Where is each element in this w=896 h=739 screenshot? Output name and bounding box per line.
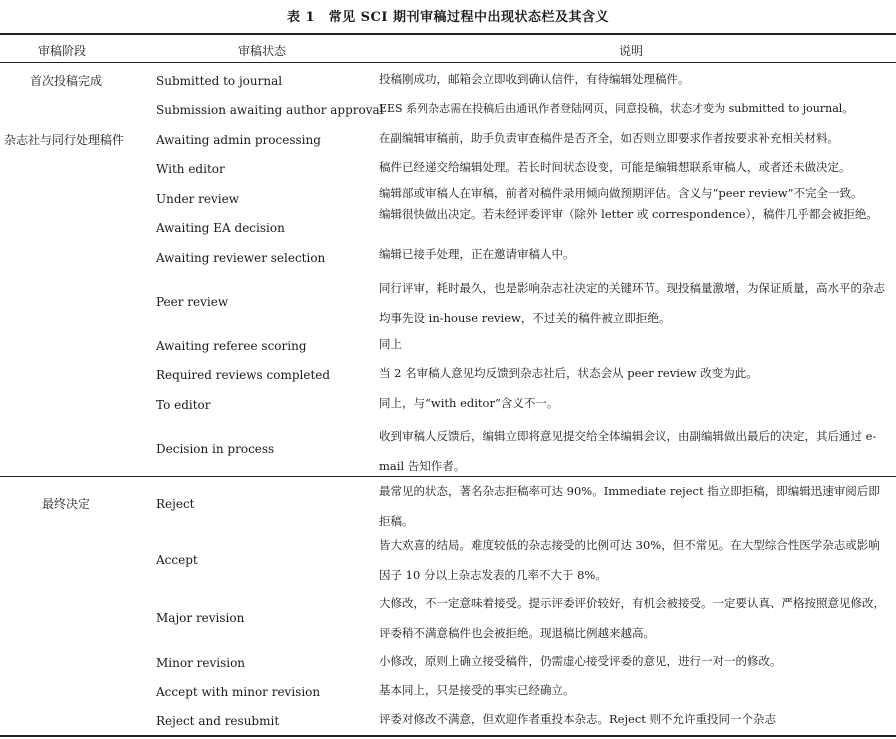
status-cell: Peer review — [156, 295, 229, 309]
desc-cell: 同上 — [379, 337, 402, 351]
status-cell: Awaiting EA decision — [156, 221, 285, 235]
status-cell: Submission awaiting author approval — [156, 103, 384, 117]
desc-cell: 最常见的状态，著名杂志拒稿率可达 90%。Immediate reject 指立即拒稿，即编辑迅速审阅后即拒稿。 — [379, 484, 880, 528]
desc-cell: 小修改，原则上确立接受稿件，仍需虚心接受评委的意见，进行一对一的修改。 — [379, 654, 782, 668]
desc-cell: 当 2 名审稿人意见均反馈到杂志社后，状态会从 peer review 改变为此。 — [379, 366, 758, 380]
desc-cell: 大修改，不一定意味着接受。提示评委评价较好，有机会被接受。一定要认真、严格按照意见修改，评委稍不满意稿件也会被拒绝。现退稿比例越来越高。 — [379, 596, 885, 640]
stage-first-submission: 首次投稿完成 — [30, 74, 103, 88]
desc-cell: 编辑很快做出决定。若未经评委评审（除外 letter 或 correspondence），稿件几乎都会被拒绝。 — [379, 207, 878, 221]
desc-cell: 在副编辑审稿前，助手负责审查稿件是否齐全，如否则立即要求作者按要求补充相关材料。 — [379, 131, 839, 145]
desc-cell: 评委对修改不满意，但欢迎作者重投本杂志。Reject 则不允许重投同一个杂志 — [379, 712, 777, 726]
desc-cell: 同上，与“with editor”含义不一。 — [379, 396, 559, 410]
desc-cell: 基本同上，只是接受的事实已经确立。 — [379, 683, 575, 697]
status-cell: Awaiting admin processing — [156, 133, 321, 147]
status-cell: Major revision — [156, 611, 245, 625]
table-caption: 表 1 常见 SCI 期刊审稿过程中出现状态栏及其含义 — [287, 10, 609, 25]
desc-cell: 编辑部或审稿人在审稿，前者对稿件录用倾向做预期评估。含义与“peer review”不完全一致。 — [379, 186, 863, 200]
status-cell: Accept — [156, 553, 198, 567]
header-desc: 说明 — [619, 44, 644, 58]
header-rule — [0, 62, 896, 63]
desc-cell: 稿件已经递交给编辑处理。若长时间状态设变，可能是编辑想联系审稿人，或者还未做决定。 — [379, 160, 851, 174]
status-cell: To editor — [156, 398, 211, 412]
status-cell: With editor — [156, 162, 225, 176]
status-cell: Awaiting referee scoring — [156, 339, 307, 353]
desc-cell: 皆大欢喜的结局。难度较低的杂志接受的比例可达 30%，但不常见。在大型综合性医学杂志或影响因子 10 分以上杂志发表的几率不大于 8%。 — [379, 538, 880, 582]
status-cell: Decision in process — [156, 442, 275, 456]
status-cell: Reject — [156, 497, 195, 511]
header-status: 审稿状态 — [238, 44, 287, 58]
stage-final-decision: 最终决定 — [42, 497, 91, 511]
status-cell: Minor revision — [156, 656, 246, 670]
status-cell: Reject and resubmit — [156, 714, 280, 728]
status-cell: Under review — [156, 192, 240, 206]
stage-journal-processing: 杂志社与同行处理稿件 — [4, 133, 125, 147]
top-rule — [0, 33, 896, 35]
status-cell: Awaiting reviewer selection — [156, 251, 326, 265]
bottom-rule — [0, 735, 896, 737]
status-cell: Required reviews completed — [156, 368, 331, 382]
desc-cell: EES 系列杂志需在投稿后由通讯作者登陆网页，同意投稿，状态才变为 submitted to journal。 — [379, 102, 854, 115]
header-stage: 审稿阶段 — [38, 44, 87, 58]
desc-cell: 编辑已接手处理，正在邀请审稿人中。 — [379, 247, 575, 261]
desc-cell: 投稿刚成功，邮箱会立即收到确认信件，有待编辑处理稿件。 — [379, 72, 690, 86]
desc-cell: 同行评审，耗时最久，也是影响杂志社决定的关键环节。现投稿量激增，为保证质量，高水平的杂志均事先设 in-house review，不过关的稿件被立即拒绝。 — [379, 281, 885, 325]
status-cell: Submitted to journal — [156, 74, 283, 88]
status-cell: Accept with minor revision — [156, 685, 321, 699]
desc-cell: 收到审稿人反馈后，编辑立即将意见提交给全体编辑会议，由副编辑做出最后的决定，其后通过 e-mail 告知作者。 — [379, 429, 877, 473]
